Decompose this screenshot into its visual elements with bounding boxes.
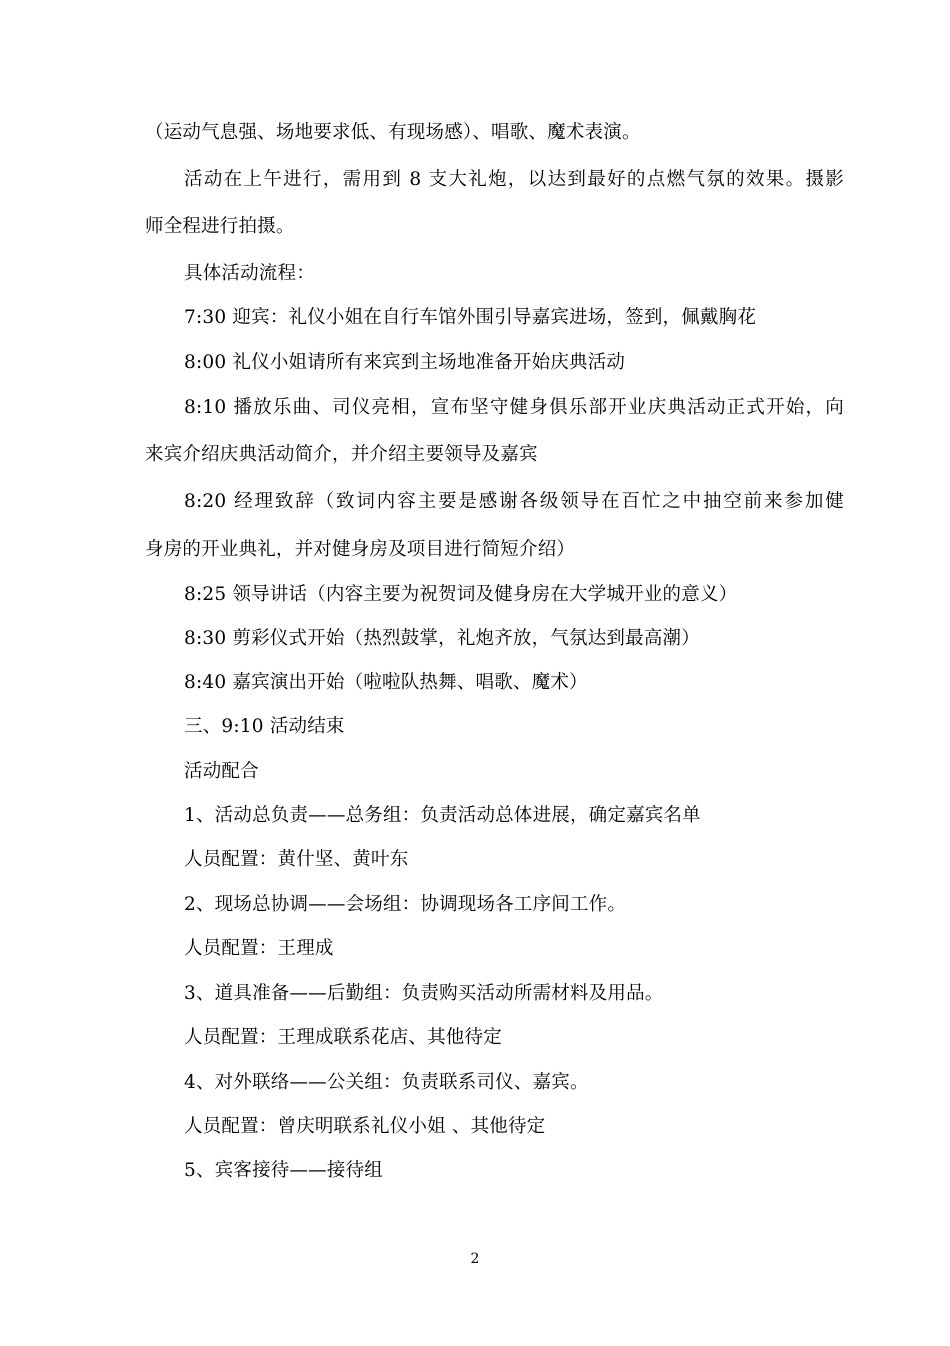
- schedule-item: 8:25 领导讲话（内容主要为祝贺词及健身房在大学城开业的意义）: [184, 584, 738, 605]
- staff-line: 人员配置：曾庆明联系礼仪小姐 、其他待定: [184, 1116, 546, 1137]
- body-text-line: （运动气息强、场地要求低、有现场感）、唱歌、魔术表演。: [145, 122, 641, 143]
- section-label: 具体活动流程：: [184, 263, 315, 284]
- staff-line: 人员配置：黄什坚、黄叶东: [184, 849, 409, 870]
- list-item: 4、对外联络——公关组：负责联系司仪、嘉宾。: [184, 1072, 589, 1093]
- schedule-item: 8:40 嘉宾演出开始（啦啦队热舞、唱歌、魔术）: [184, 672, 588, 693]
- staff-line: 人员配置：王理成: [184, 938, 334, 959]
- schedule-item: 7:30 迎宾：礼仪小姐在自行车馆外围引导嘉宾进场，签到，佩戴胸花: [184, 307, 757, 328]
- section-label: 活动配合: [184, 761, 259, 782]
- staff-line: 人员配置：王理成联系花店、其他待定: [184, 1027, 502, 1048]
- schedule-item: 8:30 剪彩仪式开始（热烈鼓掌，礼炮齐放，气氛达到最高潮）: [184, 628, 700, 649]
- list-item: 5、宾客接待——接待组: [184, 1160, 383, 1181]
- body-text-line: 活动在上午进行，需用到 8 支大礼炮，以达到最好的点燃气氛的效果。摄影: [184, 169, 844, 190]
- list-item: 1、活动总负责——总务组：负责活动总体进展，确定嘉宾名单: [184, 805, 701, 826]
- schedule-item: 8:20 经理致辞（致词内容主要是感谢各级领导在百忙之中抽空前来参加健: [184, 491, 844, 512]
- body-text-line: 师全程进行拍摄。: [145, 216, 295, 237]
- body-text-line: 来宾介绍庆典活动简介，并介绍主要领导及嘉宾: [145, 444, 538, 465]
- list-item: 2、现场总协调——会场组：协调现场各工序间工作。: [184, 894, 627, 915]
- section-label: 三、9:10 活动结束: [184, 716, 345, 737]
- schedule-item: 8:10 播放乐曲、司仪亮相，宣布坚守健身俱乐部开业庆典活动正式开始，向: [184, 397, 844, 418]
- schedule-item: 8:00 礼仪小姐请所有来宾到主场地准备开始庆典活动: [184, 352, 626, 373]
- list-item: 3、道具准备——后勤组：负责购买活动所需材料及用品。: [184, 983, 664, 1004]
- page-number: 2: [470, 1251, 480, 1267]
- body-text-line: 身房的开业典礼，并对健身房及项目进行简短介绍）: [145, 539, 576, 560]
